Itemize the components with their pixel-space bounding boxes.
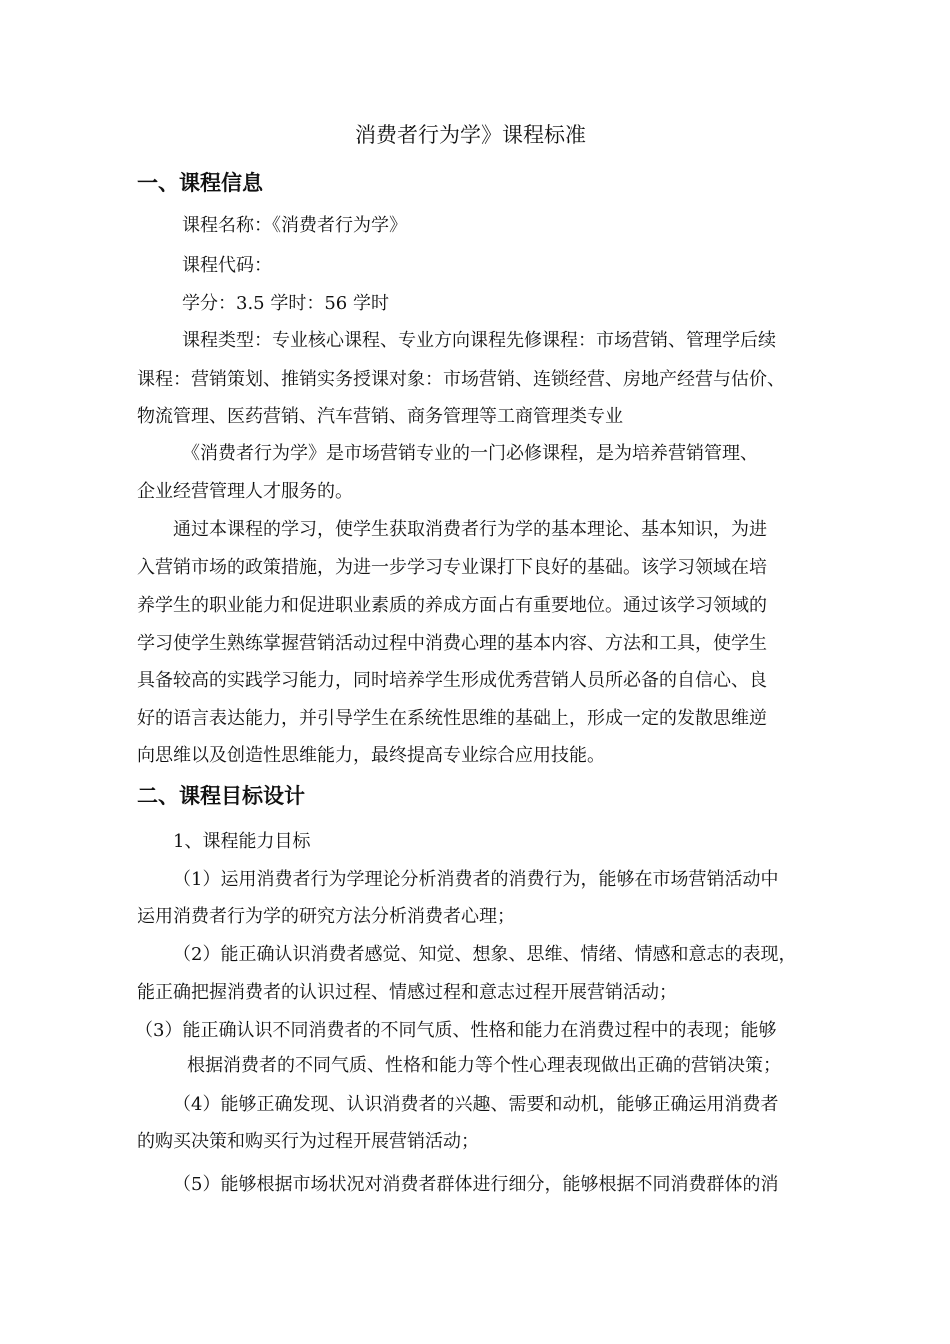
course-purpose-line: 具备较高的实践学习能力，同时培养学生形成优秀营销人员所必备的自信心、良 [137,670,767,691]
course-type-line: 课程类型：专业核心课程、专业方向课程先修课程：市场营销、管理学后续 [182,330,776,351]
course-purpose-line: 向思维以及创造性思维能力，最终提高专业综合应用技能。 [137,745,605,766]
goal-item-2-line: （2）能正确认识消费者感觉、知觉、想象、思维、情绪、情感和意志的表现， [173,944,797,965]
course-type-line: 物流管理、医药营销、汽车营销、商务管理等工商管理类专业 [137,406,623,427]
goal-item-4-line: 的购买决策和购买行为过程开展营销活动； [137,1131,479,1152]
course-purpose-line: 通过本课程的学习，使学生获取消费者行为学的基本理论、基本知识，为进 [173,519,767,540]
goal-item-3-line: 根据消费者的不同气质、性格和能力等个性心理表现做出正确的营销决策； [187,1055,781,1076]
section-heading-course-info: 一、课程信息 [137,171,263,195]
course-type-line: 课程：营销策划、推销实务授课对象：市场营销、连锁经营、房地产经营与估价、 [137,369,785,390]
course-purpose-line: 入营销市场的政策措施，为进一步学习专业课打下良好的基础。该学习领域在培 [137,557,767,578]
course-purpose-line: 学习使学生熟练掌握营销活动过程中消费心理的基本内容、方法和工具，使学生 [137,633,767,654]
goal-item-3-line: （3）能正确认识不同消费者的不同气质、性格和能力在消费过程中的表现；能够 [135,1020,777,1041]
subsection-heading: 1、课程能力目标 [173,831,311,852]
course-intro-line: 企业经营管理人才服务的。 [137,481,353,502]
goal-item-1-line: （1）运用消费者行为学理论分析消费者的消费行为，能够在市场营销活动中 [173,869,779,890]
section-heading-course-goals: 二、课程目标设计 [137,784,305,808]
course-code: 课程代码： [182,255,272,276]
course-credits: 学分：3.5 学时：56 学时 [182,293,389,314]
goal-item-2-line: 能正确把握消费者的认识过程、情感过程和意志过程开展营销活动； [137,982,677,1003]
course-purpose-line: 好的语言表达能力，并引导学生在系统性思维的基础上，形成一定的发散思维逆 [137,708,767,729]
goal-item-1-line: 运用消费者行为学的研究方法分析消费者心理； [137,906,515,927]
document-title: 消费者行为学》课程标准 [355,123,586,147]
goal-item-5-line: （5）能够根据市场状况对消费者群体进行细分，能够根据不同消费群体的消 [173,1174,779,1195]
course-purpose-line: 养学生的职业能力和促进职业素质的养成方面占有重要地位。通过该学习领域的 [137,595,767,616]
goal-item-4-line: （4）能够正确发现、认识消费者的兴趣、需要和动机，能够正确运用消费者 [173,1094,779,1115]
course-name: 课程名称：《消费者行为学》 [182,215,407,236]
course-intro-line: 《消费者行为学》是市场营销专业的一门必修课程，是为培养营销管理、 [182,443,758,464]
